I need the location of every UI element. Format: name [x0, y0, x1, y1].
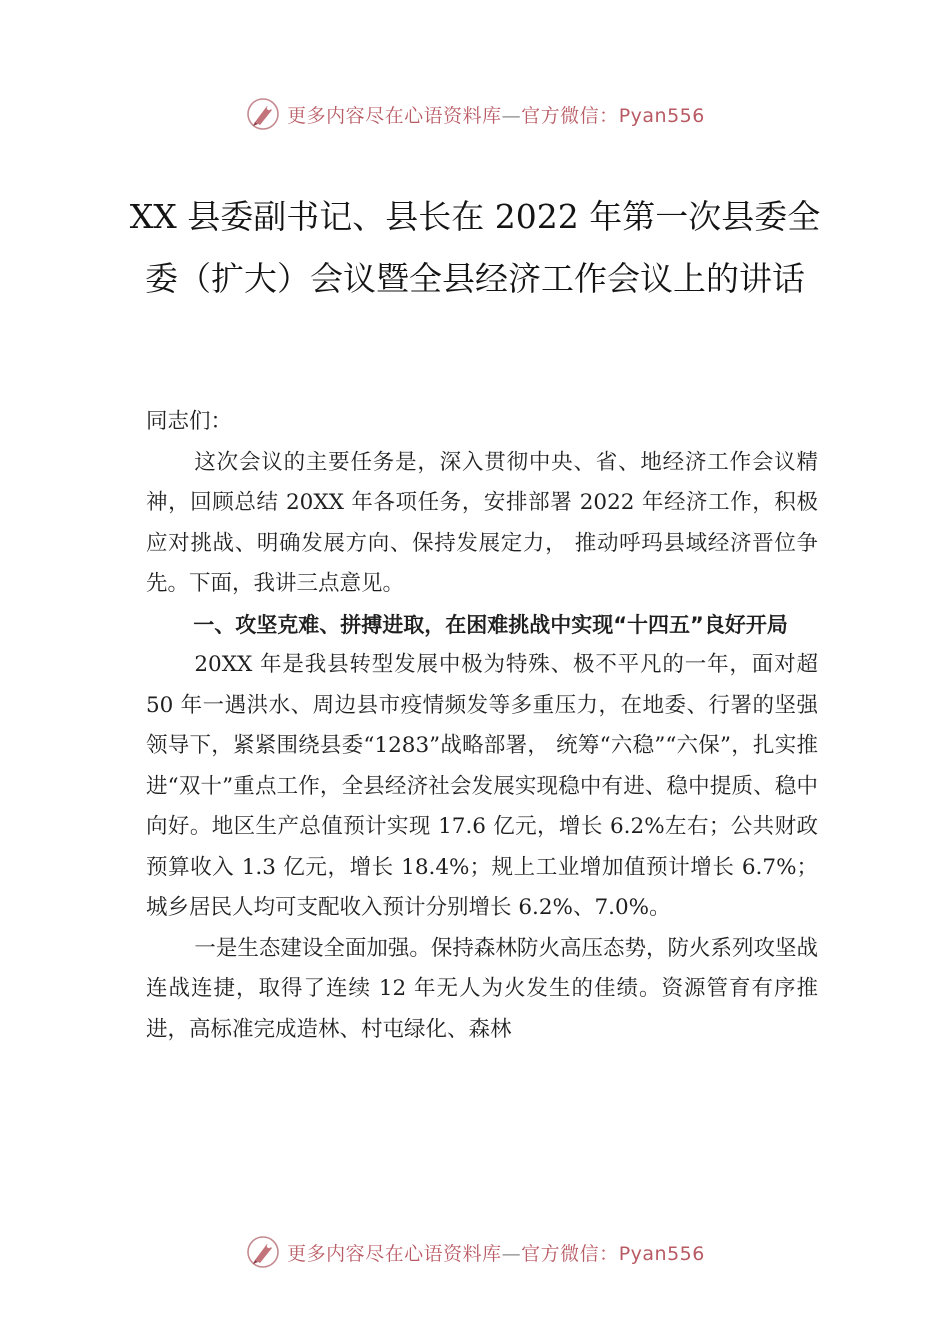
document-title: XX 县委副书记、县长在 2022 年第一次县委全委（扩大）会议暨全县经济工作会议上的讲话 [129, 197, 821, 298]
greeting: 同志们： [146, 409, 233, 434]
watermark-text: 更多内容尽在心语资料库—官方微信：Pyan556 [287, 1242, 705, 1265]
paragraph-ecology: 一是生态建设全面加强。保持森林防火高压态势，防火系列攻坚战连战连捷，取得了连续 12 年无人为火发生的佳绩。资源管育有序推进，高标准完成造林、村屯绿化、森林 [146, 935, 818, 1042]
paragraph-intro: 这次会议的主要任务是，深入贯彻中央、省、地经济工作会议精神，回顾总结 20XX 年各项任务，安排部署 2022 年经济工作，积极应对挑战、明确发展方向、保持发展定力， 推动呼玛县域经济晋位争先。下面，我讲三点意见。 [146, 449, 818, 596]
watermark-header [0, 94, 950, 134]
watermark-text: 更多内容尽在心语资料库—官方微信：Pyan556 [287, 104, 705, 127]
watermark-footer [0, 1232, 950, 1272]
section-heading-1: 一、攻坚克难、拼搏进取，在困难挑战中实现“十四五”良好开局 [193, 612, 788, 637]
document-body [146, 402, 818, 1050]
paragraph-review: 20XX 年是我县转型发展中极为特殊、极不平凡的一年，面对超 50 年一遇洪水、周边县市疫情频发等多重压力，在地委、行署的坚强领导下，紧紧围绕县委“1283”战略部署， 统筹“六稳”“六保”，扎实推进“双十”重点工作，全县经济社会发展实现稳中有进、稳中提质、稳中向好。地区生产总值预计实现 17.6 亿元，增长 6.2%左右；公共财政预算收入 1.3 亿元，增长 18.4%；规上工业增加值预计增长 6.7%； 城乡居民人均可支配收入预计分别增长 6.2%、7.0%。 [146, 652, 818, 920]
pen-nib-icon [245, 96, 281, 132]
pen-nib-icon [245, 1234, 281, 1270]
